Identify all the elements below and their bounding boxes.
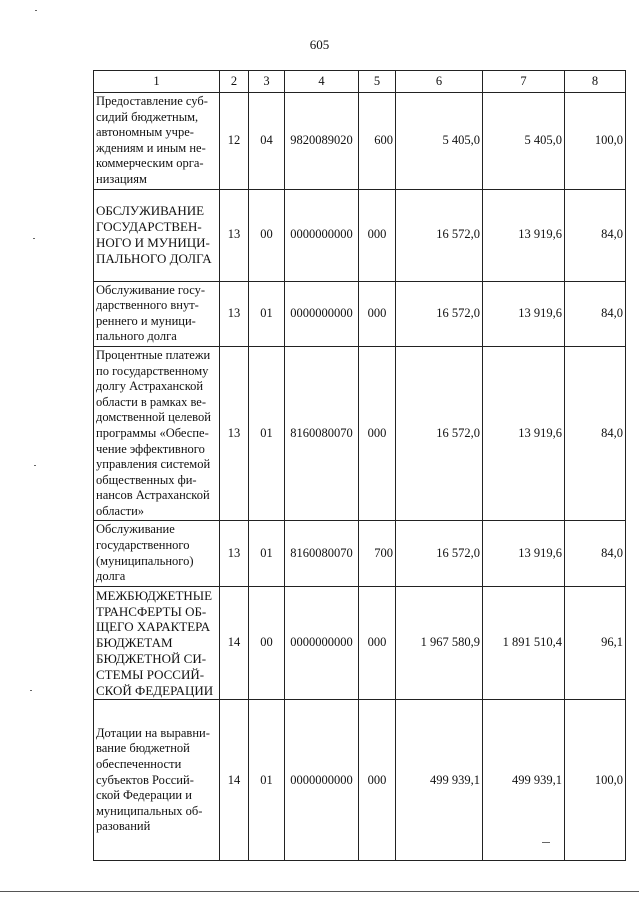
table-row — [94, 521, 626, 586]
plan-value: 499 939,1 — [396, 700, 483, 861]
header-cell: 2 — [220, 71, 249, 93]
section-code: 13 — [220, 346, 249, 521]
row-name: ОБСЛУЖИВАНИЕ ГОСУДАРСТВЕН-НОГО И МУНИЦИ-ПАЛЬНОГО ДОЛГА — [94, 189, 220, 281]
type-code: 000 — [359, 189, 396, 281]
section-code: 14 — [220, 586, 249, 700]
plan-value: 16 572,0 — [396, 346, 483, 521]
table-row — [94, 346, 626, 521]
section-code: 14 — [220, 700, 249, 861]
fact-value: 499 939,1 — [483, 700, 565, 861]
section-code: 13 — [220, 189, 249, 281]
type-code: 700 — [359, 521, 396, 586]
subsection-code: 00 — [249, 586, 285, 700]
header-cell: 8 — [565, 71, 626, 93]
fact-value: 13 919,6 — [483, 189, 565, 281]
percent-value: 84,0 — [565, 189, 626, 281]
percent-value: 84,0 — [565, 281, 626, 346]
fact-value: 5 405,0 — [483, 93, 565, 190]
scan-speck — [35, 10, 37, 11]
subsection-code: 01 — [249, 281, 285, 346]
type-code: 600 — [359, 93, 396, 190]
target-code: 8160080070 — [285, 346, 359, 521]
header-cell: 1 — [94, 71, 220, 93]
fact-value: 1 891 510,4 — [483, 586, 565, 700]
type-code: 000 — [359, 346, 396, 521]
row-name: Предоставление суб-сидий бюджетным, автономным учре-ждениям и иным не-коммерческим орга-низациям — [94, 93, 220, 190]
subsection-code: 01 — [249, 521, 285, 586]
section-code: 12 — [220, 93, 249, 190]
percent-value: 84,0 — [565, 346, 626, 521]
row-name: Дотации на выравни-вание бюджетной обеспеченности субъектов Россий-ской Федерации и муниципальных об-разований — [94, 700, 220, 861]
row-name: МЕЖБЮДЖЕТНЫЕ ТРАНСФЕРТЫ ОБ-ЩЕГО ХАРАКТЕРА БЮДЖЕТАМ БЮДЖЕТНОЙ СИ-СТЕМЫ РОССИЙ-СКОЙ ФЕДЕРАЦИИ — [94, 586, 220, 700]
type-code: 000 — [359, 700, 396, 861]
type-code: 000 — [359, 586, 396, 700]
fact-value: 13 919,6 — [483, 281, 565, 346]
header-cell: 7 — [483, 71, 565, 93]
header-cell: 5 — [359, 71, 396, 93]
fact-value: 13 919,6 — [483, 521, 565, 586]
target-code: 0000000000 — [285, 189, 359, 281]
scan-speck — [34, 465, 36, 466]
budget-table — [93, 70, 626, 861]
percent-value: 84,0 — [565, 521, 626, 586]
row-name: Процентные платежи по государственному долгу Астраханской области в рамках ве-домственной целевой программы «Обеспе-чение эффективного управления системой общественных фи-нансов Астраханской области» — [94, 346, 220, 521]
header-cell: 6 — [396, 71, 483, 93]
subsection-code: 01 — [249, 700, 285, 861]
scan-speck — [30, 690, 32, 691]
page-number: 605 — [309, 37, 330, 52]
header-cell: 4 — [285, 71, 359, 93]
plan-value: 1 967 580,9 — [396, 586, 483, 700]
plan-value: 5 405,0 — [396, 93, 483, 190]
percent-value: 96,1 — [565, 586, 626, 700]
table-header-row — [94, 71, 626, 93]
target-code: 0000000000 — [285, 586, 359, 700]
percent-value: 100,0 — [565, 700, 626, 861]
scan-speck — [542, 842, 550, 843]
header-cell: 3 — [249, 71, 285, 93]
plan-value: 16 572,0 — [396, 189, 483, 281]
bottom-divider — [0, 891, 639, 892]
section-code: 13 — [220, 521, 249, 586]
target-code: 8160080070 — [285, 521, 359, 586]
table-row — [94, 281, 626, 346]
table-row — [94, 189, 626, 281]
row-name: Обслуживание государственного (муниципального) долга — [94, 521, 220, 586]
section-code: 13 — [220, 281, 249, 346]
target-code: 0000000000 — [285, 700, 359, 861]
percent-value: 100,0 — [565, 93, 626, 190]
scan-speck — [33, 238, 35, 239]
plan-value: 16 572,0 — [396, 521, 483, 586]
target-code: 0000000000 — [285, 281, 359, 346]
table-row — [94, 700, 626, 861]
plan-value: 16 572,0 — [396, 281, 483, 346]
table-row — [94, 586, 626, 700]
table-row — [94, 93, 626, 190]
type-code: 000 — [359, 281, 396, 346]
subsection-code: 00 — [249, 189, 285, 281]
subsection-code: 04 — [249, 93, 285, 190]
row-name: Обслуживание госу-дарственного внут-реннего и муници-пального долга — [94, 281, 220, 346]
subsection-code: 01 — [249, 346, 285, 521]
fact-value: 13 919,6 — [483, 346, 565, 521]
target-code: 9820089020 — [285, 93, 359, 190]
